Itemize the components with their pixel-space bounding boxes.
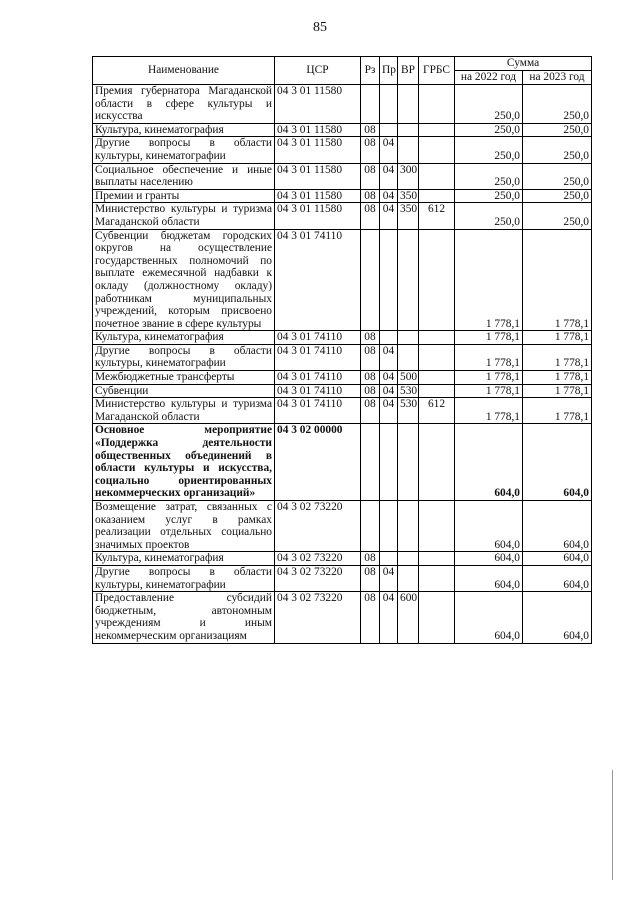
row-amount-2022: 604,0 [455, 424, 523, 501]
row-amount-2022: 250,0 [455, 203, 523, 229]
row-name: Министерство культуры и туризма Магаданской области [93, 398, 275, 424]
row-csr: 04 3 01 74110 [275, 384, 361, 398]
table-row [93, 331, 592, 345]
row-amount-2022: 604,0 [455, 565, 523, 591]
row-vr [398, 137, 419, 163]
row-amount-2023: 250,0 [523, 203, 592, 229]
row-pr: 04 [380, 565, 398, 591]
row-csr: 04 3 01 74110 [275, 229, 361, 331]
row-pr [380, 123, 398, 137]
row-rz: 08 [361, 137, 380, 163]
row-vr: 500 [398, 371, 419, 385]
table-row [93, 163, 592, 189]
table-row [93, 189, 592, 203]
row-grbs [419, 371, 455, 385]
row-vr: 530 [398, 398, 419, 424]
row-pr [380, 424, 398, 501]
row-grbs [419, 592, 455, 643]
table-row [93, 371, 592, 385]
row-amount-2023: 604,0 [523, 592, 592, 643]
row-rz: 08 [361, 331, 380, 345]
row-amount-2023: 250,0 [523, 137, 592, 163]
row-rz: 08 [361, 344, 380, 370]
row-name: Другие вопросы в области культуры, кинематографии [93, 344, 275, 370]
scan-edge-line [612, 770, 613, 880]
row-amount-2023: 1 778,1 [523, 398, 592, 424]
header-csr: ЦСР [275, 57, 361, 85]
row-name: Возмещение затрат, связанных с оказанием услуг в рамках реализации отдельных социально значимых проектов [93, 501, 275, 552]
row-name: Межбюджетные трансферты [93, 371, 275, 385]
row-amount-2022: 604,0 [455, 501, 523, 552]
table-row [93, 344, 592, 370]
row-rz: 08 [361, 565, 380, 591]
row-vr: 350 [398, 189, 419, 203]
row-rz: 08 [361, 371, 380, 385]
row-grbs [419, 229, 455, 331]
row-amount-2022: 604,0 [455, 552, 523, 566]
row-name: Культура, кинематография [93, 552, 275, 566]
row-grbs: 612 [419, 203, 455, 229]
row-vr [398, 123, 419, 137]
header-year-2023: на 2023 год [523, 71, 592, 85]
row-amount-2023: 1 778,1 [523, 331, 592, 345]
table-row [93, 592, 592, 643]
row-amount-2022: 250,0 [455, 189, 523, 203]
row-grbs [419, 85, 455, 124]
row-vr [398, 424, 419, 501]
header-name: Наименование [93, 57, 275, 85]
row-name: Предоставление субсидий бюджетным, автономным учреждениям и иным некоммерческим организациям [93, 592, 275, 643]
header-vr: ВР [398, 57, 419, 85]
row-csr: 04 3 02 00000 [275, 424, 361, 501]
row-amount-2023: 250,0 [523, 163, 592, 189]
row-amount-2023: 250,0 [523, 123, 592, 137]
row-amount-2023: 1 778,1 [523, 344, 592, 370]
table-row [93, 398, 592, 424]
row-grbs [419, 552, 455, 566]
row-grbs [419, 384, 455, 398]
row-amount-2022: 1 778,1 [455, 384, 523, 398]
row-pr: 04 [380, 203, 398, 229]
row-name: Министерство культуры и туризма Магаданской области [93, 203, 275, 229]
row-pr [380, 331, 398, 345]
table-row [93, 85, 592, 124]
row-amount-2023: 604,0 [523, 501, 592, 552]
row-csr: 04 3 01 11580 [275, 123, 361, 137]
row-amount-2022: 1 778,1 [455, 344, 523, 370]
row-vr [398, 331, 419, 345]
row-vr [398, 229, 419, 331]
page-number: 85 [313, 20, 327, 35]
row-amount-2023: 1 778,1 [523, 371, 592, 385]
row-pr [380, 229, 398, 331]
row-amount-2023: 604,0 [523, 424, 592, 501]
row-pr: 04 [380, 137, 398, 163]
row-csr: 04 3 01 11580 [275, 163, 361, 189]
row-grbs [419, 501, 455, 552]
row-csr: 04 3 01 74110 [275, 331, 361, 345]
row-csr: 04 3 01 11580 [275, 203, 361, 229]
table-row [93, 229, 592, 331]
row-rz: 08 [361, 123, 380, 137]
row-amount-2023: 1 778,1 [523, 229, 592, 331]
table-row [93, 565, 592, 591]
row-csr: 04 3 01 74110 [275, 371, 361, 385]
row-pr [380, 501, 398, 552]
row-rz: 08 [361, 592, 380, 643]
row-amount-2022: 250,0 [455, 163, 523, 189]
row-vr [398, 344, 419, 370]
table-row [93, 123, 592, 137]
row-rz [361, 501, 380, 552]
table-row [93, 137, 592, 163]
row-csr: 04 3 01 11580 [275, 137, 361, 163]
row-amount-2023: 250,0 [523, 189, 592, 203]
row-pr [380, 552, 398, 566]
row-csr: 04 3 01 11580 [275, 189, 361, 203]
row-csr: 04 3 01 74110 [275, 398, 361, 424]
row-vr: 530 [398, 384, 419, 398]
row-pr: 04 [380, 371, 398, 385]
header-year-2022: на 2022 год [455, 71, 523, 85]
table-row [93, 501, 592, 552]
row-amount-2022: 250,0 [455, 85, 523, 124]
row-csr: 04 3 02 73220 [275, 565, 361, 591]
row-pr: 04 [380, 592, 398, 643]
row-name: Другие вопросы в области культуры, кинематографии [93, 565, 275, 591]
header-pr: Пр [380, 57, 398, 85]
budget-table [92, 56, 592, 644]
row-amount-2022: 250,0 [455, 123, 523, 137]
row-name: Субвенции бюджетам городских округов на осуществление государственных полномочий по выплате ежемесячной надбавки к окладу (должностному окладу) работникам муниципальных учреждений, которым присвоено почетное звание в сфере культуры [93, 229, 275, 331]
row-grbs [419, 123, 455, 137]
row-csr: 04 3 01 74110 [275, 344, 361, 370]
row-name: Культура, кинематография [93, 123, 275, 137]
row-pr: 04 [380, 344, 398, 370]
row-name: Премия губернатора Магаданской области в сфере культуры и искусства [93, 85, 275, 124]
row-name: Основное мероприятие «Поддержка деятельности общественных объединений в области культуры и искусства, социально ориентированных некоммерческих организаций» [93, 424, 275, 501]
row-rz: 08 [361, 189, 380, 203]
row-rz: 08 [361, 384, 380, 398]
row-grbs [419, 189, 455, 203]
row-amount-2023: 250,0 [523, 85, 592, 124]
row-amount-2022: 1 778,1 [455, 331, 523, 345]
row-pr: 04 [380, 163, 398, 189]
row-vr: 350 [398, 203, 419, 229]
row-grbs [419, 344, 455, 370]
row-pr: 04 [380, 189, 398, 203]
row-vr [398, 85, 419, 124]
row-vr [398, 552, 419, 566]
row-grbs [419, 424, 455, 501]
table-row [93, 203, 592, 229]
row-pr: 04 [380, 384, 398, 398]
row-vr [398, 565, 419, 591]
row-amount-2022: 604,0 [455, 592, 523, 643]
row-amount-2022: 1 778,1 [455, 398, 523, 424]
row-rz: 08 [361, 203, 380, 229]
row-rz [361, 424, 380, 501]
row-grbs [419, 137, 455, 163]
row-amount-2023: 1 778,1 [523, 384, 592, 398]
row-rz: 08 [361, 552, 380, 566]
row-pr: 04 [380, 398, 398, 424]
row-rz [361, 229, 380, 331]
row-vr: 300 [398, 163, 419, 189]
row-amount-2023: 604,0 [523, 552, 592, 566]
row-pr [380, 85, 398, 124]
row-name: Социальное обеспечение и иные выплаты населению [93, 163, 275, 189]
table-body [93, 85, 592, 644]
row-rz: 08 [361, 163, 380, 189]
header-grbs: ГРБС [419, 57, 455, 85]
row-grbs [419, 163, 455, 189]
table-row [93, 424, 592, 501]
row-amount-2022: 1 778,1 [455, 229, 523, 331]
row-amount-2023: 604,0 [523, 565, 592, 591]
row-csr: 04 3 02 73220 [275, 501, 361, 552]
row-amount-2022: 1 778,1 [455, 371, 523, 385]
row-grbs [419, 565, 455, 591]
row-name: Культура, кинематография [93, 331, 275, 345]
row-rz: 08 [361, 398, 380, 424]
row-vr [398, 501, 419, 552]
row-csr: 04 3 01 11580 [275, 85, 361, 124]
row-amount-2022: 250,0 [455, 137, 523, 163]
row-rz [361, 85, 380, 124]
table-row [93, 552, 592, 566]
header-sum: Сумма [455, 57, 592, 71]
row-grbs: 612 [419, 398, 455, 424]
row-name: Другие вопросы в области культуры, кинематографии [93, 137, 275, 163]
row-csr: 04 3 02 73220 [275, 592, 361, 643]
header-rz: Рз [361, 57, 380, 85]
row-grbs [419, 331, 455, 345]
row-name: Премии и гранты [93, 189, 275, 203]
table-row [93, 384, 592, 398]
row-vr: 600 [398, 592, 419, 643]
row-csr: 04 3 02 73220 [275, 552, 361, 566]
row-name: Субвенции [93, 384, 275, 398]
